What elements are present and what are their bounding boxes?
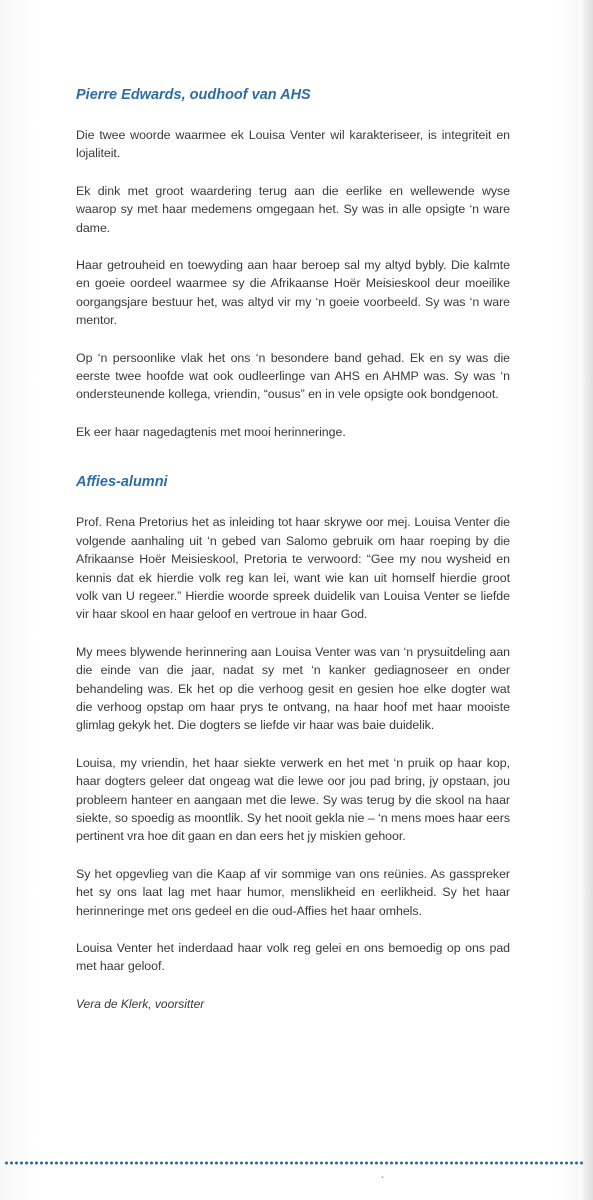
paragraph: Prof. Rena Pretorius het as inleiding tot haar skrywe oor mej. Louisa Venter die volgende aanhaling uit ‘n gebed van Salomo gebruik om haar roeping by die Afrikaanse Hoër Meisieskool, Pretoria te verwoord: “Gee my nou wysheid en kennis dat ek hierdie volk reg kan lei, want wie kan uit homself hierdie groot volk van U regeer.” Hierdie woorde spreek duidelik van Louisa Venter se liefde vir haar skool en haar geloof en vertroue in haar God. — [76, 515, 510, 622]
paragraph: My mees blywende herinnering aan Louisa Venter was van ‘n prysuitdeling aan die einde van die jaar, nadat sy met ‘n kanker gediagnoseer en onder behandeling was. Ek het op die verhoog gesit en gesien hoe elke dogter wat die verhoog opstap om haar prys te ontvang, na haar hoof met haar mooiste glimlag gekyk het. Die dogters se liefde vir haar was baie duidelik. — [76, 644, 510, 733]
signature: Vera de Klerk, voorsitter — [76, 996, 205, 1011]
dotted-divider — [4, 1160, 584, 1166]
paragraph: Louisa, my vriendin, het haar siekte verwerk en het met ‘n pruik op haar kop, haar dogters geleer dat ongeag wat die lewe oor jou pad bring, jy opstaan, jou probleem hanteer en aangaan met die lewe. Sy was terug by die skool na haar siekte, so spoedig as moontlik. Sy het nooit gekla nie – ‘n mens moes haar eers pertinent vra hoe dit gaan en dan eers het jy miskien gehoor. — [76, 755, 510, 844]
page-mark: ` — [381, 1176, 385, 1187]
document-body — [76, 86, 510, 1013]
page-edge-shadow — [579, 0, 593, 1200]
section-heading-pierre-edwards: Pierre Edwards, oudhoof van AHS — [76, 87, 311, 103]
paragraph: Ek eer haar nagedagtenis met mooi herinneringe. — [76, 424, 346, 439]
paragraph: Ek dink met groot waardering terug aan die eerlike en wellewende wyse waarop sy met haar medemens omgegaan het. Sy was in alle opsigte ‘n ware dame. — [76, 183, 510, 235]
paragraph: Op ‘n persoonlike vlak het ons ‘n besondere band gehad. Ek en sy was die eerste twee hoofde wat ook oudleerlinge van AHS en AHMP was. Sy was ‘n ondersteunende kollega, vriendin, “ousus” en in vele opsigte ook bondgenoot. — [76, 350, 510, 402]
paragraph: Sy het opgevlieg van die Kaap af vir sommige van ons reünies. As gasspreker het sy ons laat lag met haar humor, menslikheid en eerlikheid. Sy het haar herinneringe met ons gedeel en die oud-Affies het haar omhels. — [76, 866, 510, 918]
paragraph: Haar getrouheid en toewyding aan haar beroep sal my altyd bybly. Die kalmte en goeie oordeel waarmee sy die Afrikaanse Hoër Meisieskool deur moeilike oorgangsjare bestuur het, was altyd vir my ‘n goeie voorbeeld. Sy was ‘n ware mentor. — [76, 258, 510, 328]
paragraph: Die twee woorde waarmee ek Louisa Venter wil karakteriseer, is integriteit en lojaliteit. — [76, 128, 510, 161]
paragraph: Louisa Venter het inderdaad haar volk reg gelei en ons bemoedig op ons pad met haar geloof. — [76, 941, 510, 974]
section-heading-affies-alumni: Affies-alumni — [76, 474, 168, 491]
